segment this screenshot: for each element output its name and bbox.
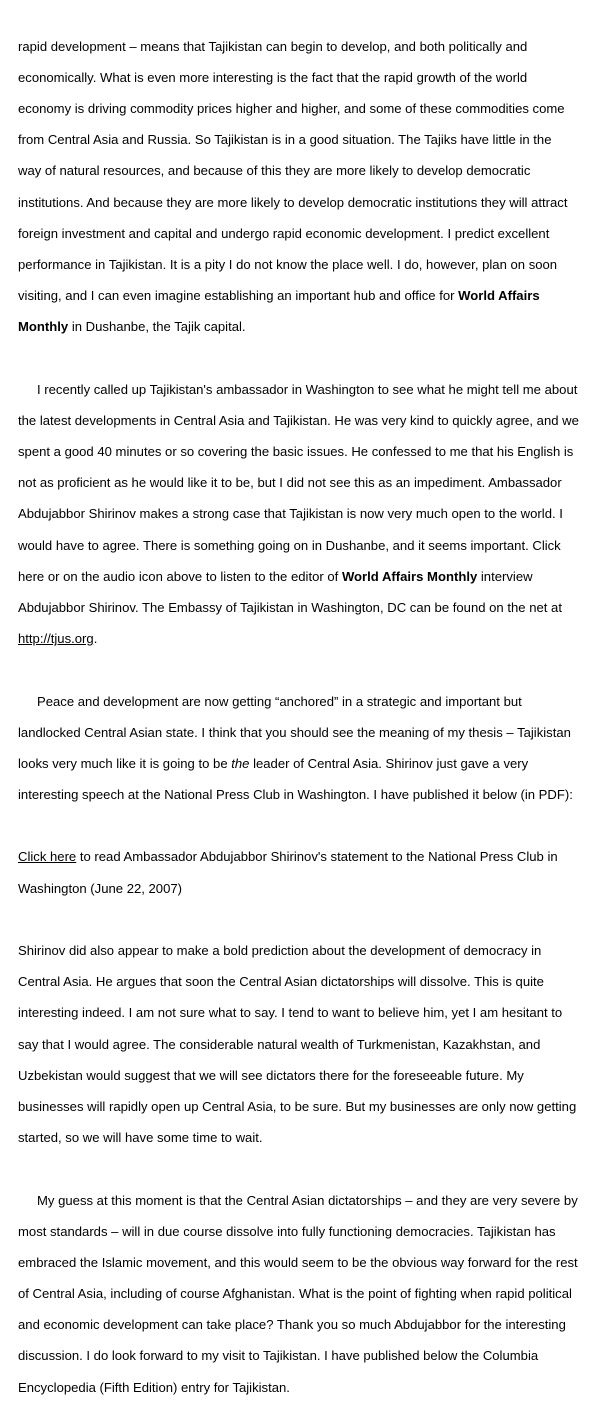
text-line: landlocked Central Asian state. I think that you should see the meaning of my thesis – Tajikistan: [18, 724, 571, 740]
text-line: performance in Tajikistan. It is a pity I do not know the place well. I do, however, plan on soon: [18, 256, 558, 272]
text-line: [18, 288, 610, 304]
text-line: Abdujabbor Shirinov. The Embassy of Tajikistan in Washington, DC can be found on the net at: [18, 599, 562, 615]
text-line: Peace and development are now getting “anchored” in a strategic and important but: [37, 693, 522, 709]
paragraph-4: [18, 834, 610, 912]
text-line: foreign investment and capital and undergo rapid economic development. I predict excellent: [18, 225, 550, 241]
text-line: embraced the Islamic movement, and this would seem to be the obvious way forward for the rest: [18, 1254, 578, 1270]
text-line: started, so we will have some time to wait.: [18, 1130, 263, 1146]
text-span: interview: [477, 568, 533, 584]
text-line: discussion. I do look forward to my visit to Tajikistan. I have published below the Columbia: [18, 1348, 539, 1364]
text-line: businesses will rapidly open up Central Asia, to be sure. But my businesses are only now getting: [18, 1098, 577, 1114]
text-line: rapid development – means that Tajikistan can begin to develop, and both politically and: [18, 38, 528, 54]
text-span: leader of Central Asia. Shirinov just gave a very: [249, 755, 529, 771]
paragraph-6: [18, 1177, 610, 1411]
text-span: in Dushanbe, the Tajik capital.: [68, 319, 246, 335]
text-line: most standards – will in due course dissolve into fully functioning democracies. Tajikistan has: [18, 1223, 556, 1239]
text-line: [18, 631, 610, 647]
text-line: interesting speech at the National Press Club in Washington. I have published it below (in PDF):: [18, 787, 573, 803]
publication-name: Monthly: [18, 319, 69, 335]
text-line: from Central Asia and Russia. So Tajikistan is in a good situation. The Tajiks have little in the: [18, 132, 552, 148]
text-span: looks very much like it is going to be: [18, 755, 232, 771]
document-page: [18, 23, 610, 1426]
paragraph-3: [18, 678, 610, 818]
paragraph-2: [18, 366, 610, 662]
text-line: Encyclopedia (Fifth Edition) entry for Tajikistan.: [18, 1379, 290, 1395]
paragraph-5: [18, 927, 610, 1161]
text-line: spent a good 40 minutes or so covering the basic issues. He confessed to me that his English is: [18, 444, 574, 460]
text-line: of Central Asia, including of course Afghanistan. What is the point of fighting when rapid political: [18, 1286, 572, 1302]
text-line: Uzbekistan would suggest that we will see dictators there for the foreseeable future. My: [18, 1067, 524, 1083]
text-span: visiting, and I can even imagine establishing an important hub and office for: [18, 288, 459, 304]
text-line: the latest developments in Central Asia and Tajikistan. He was very kind to quickly agree, and we: [18, 412, 579, 428]
text-line: [18, 319, 610, 335]
text-line: Abdujabbor Shirinov makes a strong case that Tajikistan is now very much open to the world. I: [18, 506, 563, 522]
text-line: say that I would agree. The considerable natural wealth of Turkmenistan, Kazakhstan, and: [18, 1036, 541, 1052]
text-line: economically. What is even more interesting is the fact that the rapid growth of the world: [18, 69, 528, 85]
text-line: way of natural resources, and because of this they are more likely to develop democratic: [18, 163, 531, 179]
text-line: [18, 569, 610, 585]
text-span: here or on the audio icon above to listen to the editor of: [18, 568, 342, 584]
text-line: not as proficient as he would like it to be, but I did not see this as an impediment. Ambassador: [18, 475, 562, 491]
text-span: .: [93, 631, 98, 647]
text-line: My guess at this moment is that the Central Asian dictatorships – and they are very severe by: [37, 1192, 578, 1208]
paragraph-1: [18, 23, 610, 350]
text-line: Central Asia. He argues that soon the Central Asian dictatorships will dissolve. This is quite: [18, 974, 544, 990]
embassy-link[interactable]: http://tjus.org: [18, 631, 94, 647]
text-line: Washington (June 22, 2007): [18, 880, 183, 896]
text-line: interesting indeed. I am not sure what to say. I tend to want to believe him, yet I am hesitant to: [18, 1005, 563, 1021]
click-here-link[interactable]: Click here: [18, 849, 77, 865]
text-line: institutions. And because they are more likely to develop democratic institutions they will attract: [18, 194, 568, 210]
text-line: Shirinov did also appear to make a bold prediction about the development of democracy in: [18, 943, 542, 959]
publication-name: World Affairs: [458, 288, 540, 304]
text-line: [18, 849, 610, 865]
text-line: economy is driving commodity prices higher and higher, and some of these commodities come: [18, 100, 565, 116]
text-line: I recently called up Tajikistan's ambassador in Washington to see what he might tell me about: [37, 381, 578, 397]
publication-name: World Affairs Monthly: [341, 568, 478, 584]
text-span: to read Ambassador Abdujabbor Shirinov's statement to the National Press Club in: [76, 849, 558, 865]
text-line: would have to agree. There is something going on in Dushanbe, and it seems important. Click: [18, 537, 561, 553]
text-line: and economic development can take place? Thank you so much Abdujabbor for the interesting: [18, 1317, 566, 1333]
text-line: [18, 756, 610, 772]
emphasis: the: [231, 755, 250, 771]
